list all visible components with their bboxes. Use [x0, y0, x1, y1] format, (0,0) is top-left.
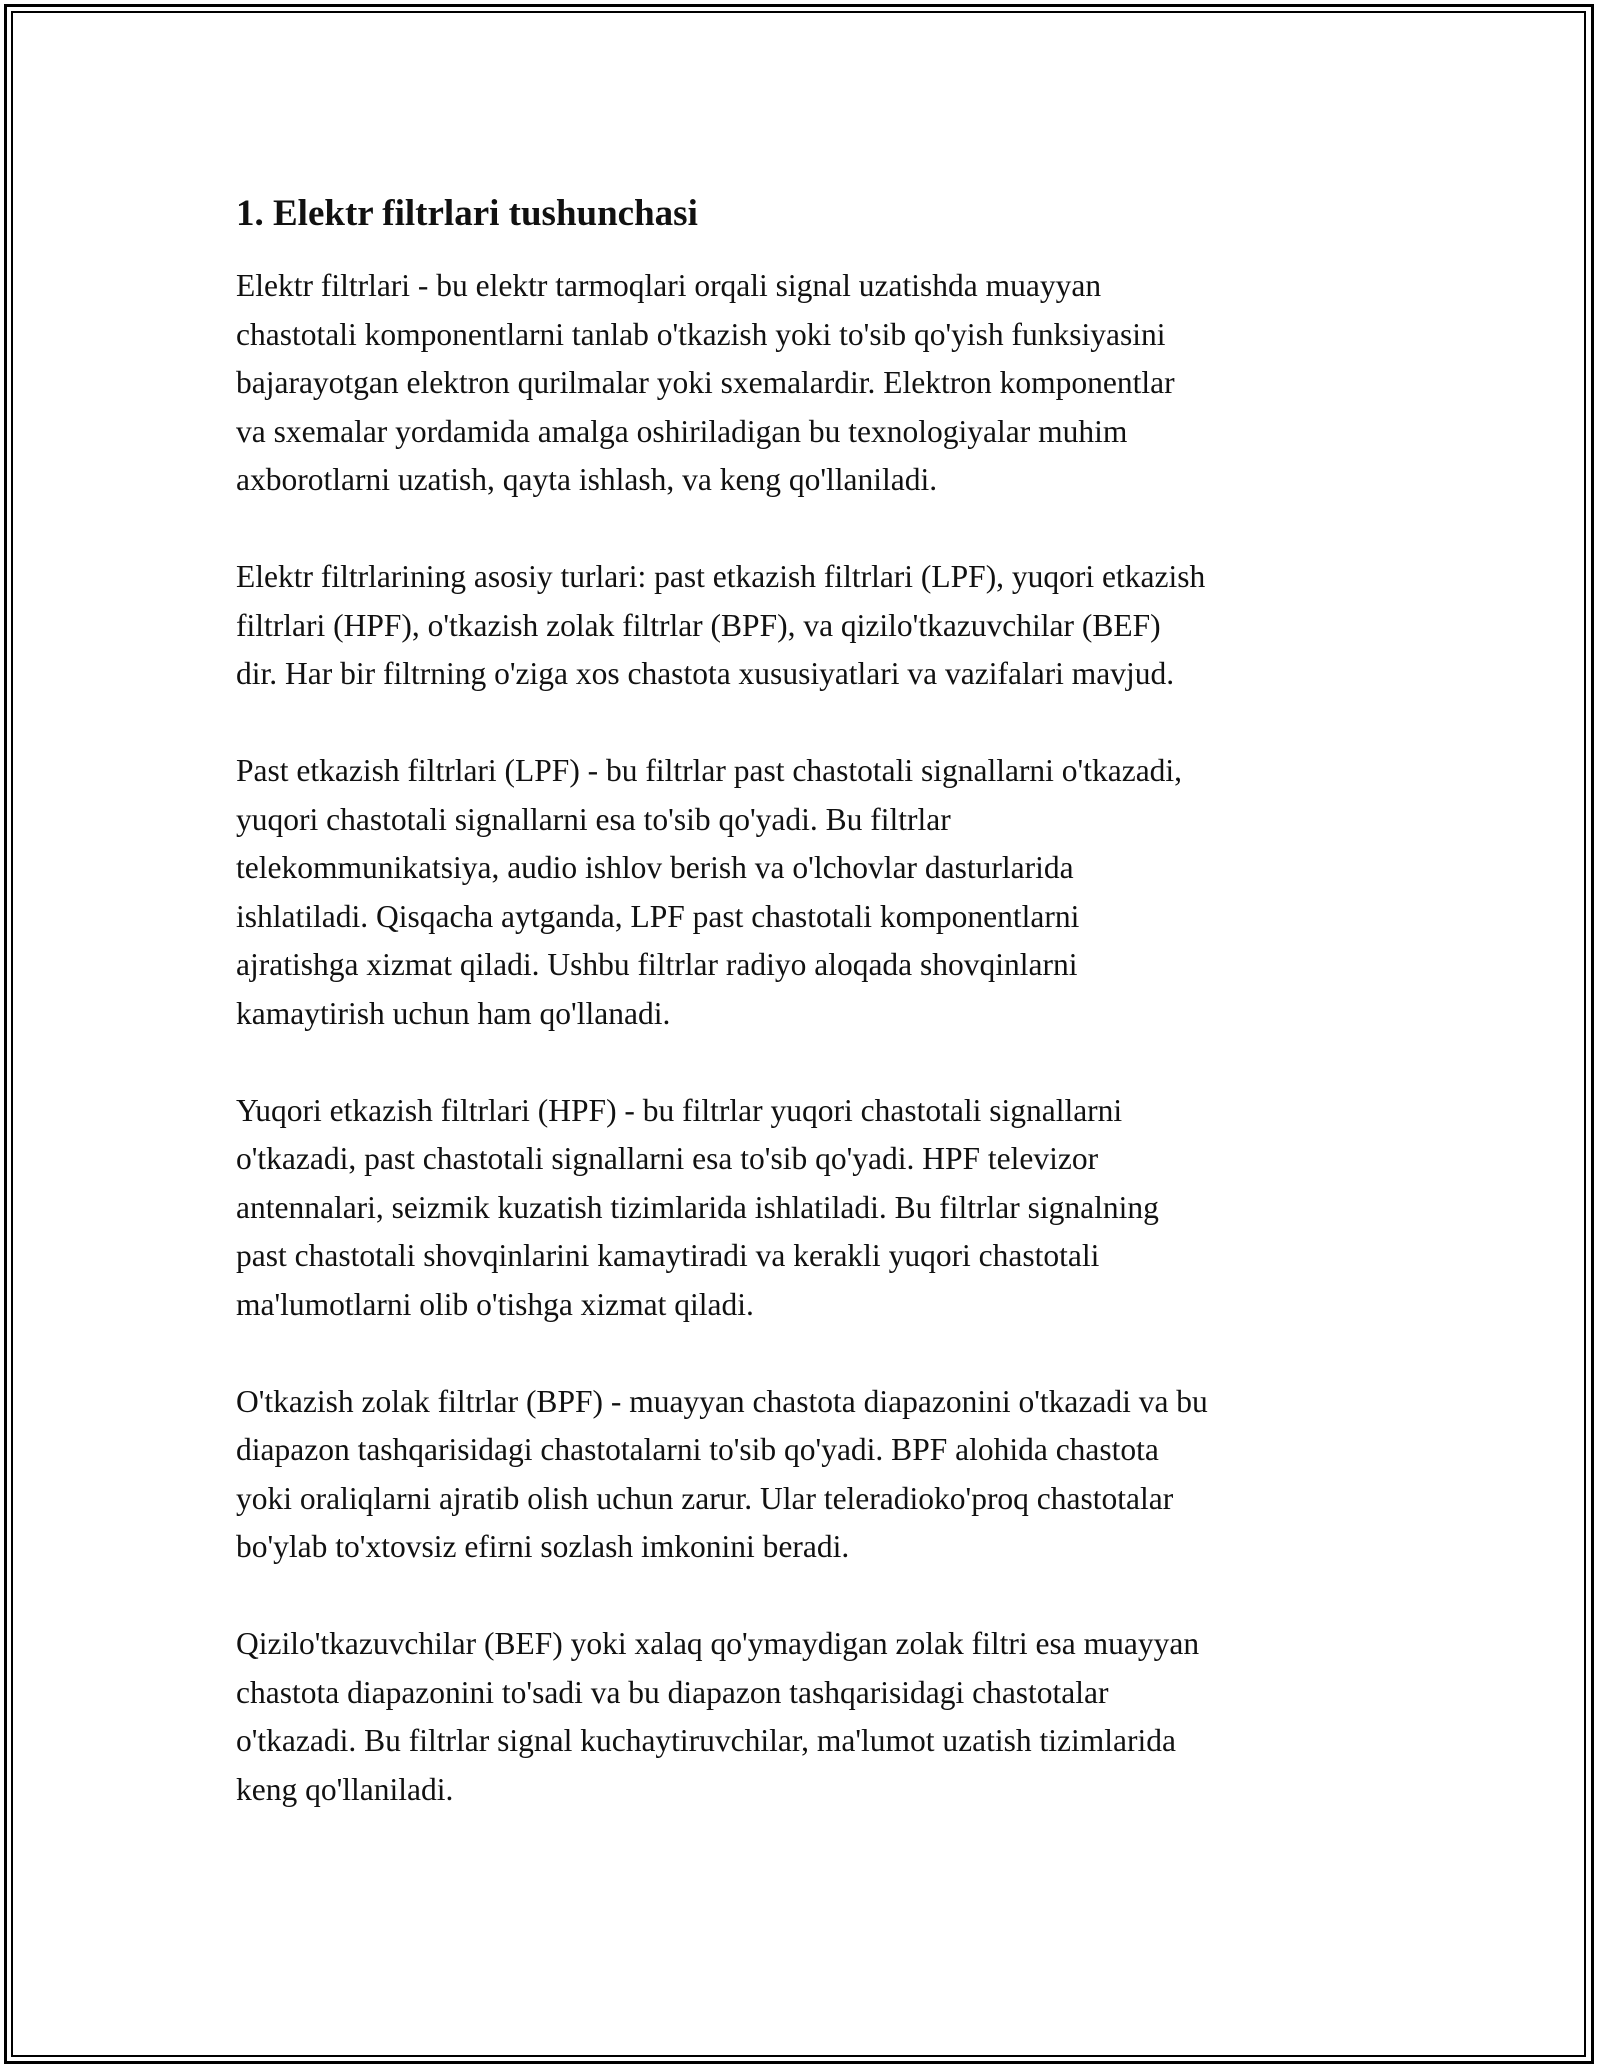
- paragraph-hpf: Yuqori etkazish filtrlari (HPF) - bu filtrlar yuqori chastotali signallarni o'tkazadi, past chastotali signallarni esa to'sib qo'yadi. HPF televizor antennalari, seizmik kuzatish tizimlarida ishlatiladi. Bu filtrlar signalning past chastotali shovqinlarini kamaytiradi va kerakli yuqori chastotali ma'lumotlarni olib o'tishga xizmat qiladi.: [236, 1092, 1159, 1322]
- paragraph-filter-types: Elektr filtrlarining asosiy turlari: past etkazish filtrlari (LPF), yuqori etkazish filtrlari (HPF), o'tkazish zolak filtrlar (BPF), va qizilo'tkazuvchilar (BEF) dir. Har bir filtrning o'ziga xos chastota xususiyatlari va vazifalari mavjud.: [236, 559, 1206, 691]
- paragraph-definition: Elektr filtrlari - bu elektr tarmoqlari orqali signal uzatishda muayyan chastotali komponentlarni tanlab o'tkazish yoki to'sib qo'yish funksiyasini bajarayotgan elektron qurilmalar yoki sxemalardir. Elektron komponentlar va sxemalar yordamida amalga oshiriladigan bu texnologiyalar muhim axborotlarni uzatish, qayta ishlash, va keng qo'llaniladi.: [236, 268, 1175, 497]
- paragraph-bpf: O'tkazish zolak filtrlar (BPF) - muayyan chastota diapazonini o'tkazadi va bu diapazon tashqarisidagi chastotalarni to'sib qo'yadi. BPF alohida chastota yoki oraliqlarni ajratib olish uchun zarur. Ular teleradioko'proq chastotalar bo'ylab to'xtovsiz efirni sozlash imkonini beradi.: [236, 1383, 1208, 1564]
- document-body: [236, 190, 1376, 1863]
- paragraph-lpf: Past etkazish filtrlari (LPF) - bu filtrlar past chastotali signallarni o'tkazadi, yuqori chastotali signallarni esa to'sib qo'yadi. Bu filtrlar telekommunikatsiya, audio ishlov berish va o'lchovlar dasturlarida ishlatiladi. Qisqacha aytganda, LPF past chastotali komponentlarni ajratishga xizmat qiladi. Ushbu filtrlar radiyo aloqada shovqinlarni kamaytirish uchun ham qo'llanadi.: [236, 753, 1183, 1031]
- paragraph-bef: Qizilo'tkazuvchilar (BEF) yoki xalaq qo'ymaydigan zolak filtri esa muayyan chastota diapazonini to'sadi va bu diapazon tashqarisidagi chastotalar o'tkazadi. Bu filtrlar signal kuchaytiruvchilar, ma'lumot uzatish tizimlarida keng qo'llaniladi.: [236, 1626, 1200, 1807]
- section-heading: 1. Elektr filtrlari tushunchasi: [236, 193, 698, 234]
